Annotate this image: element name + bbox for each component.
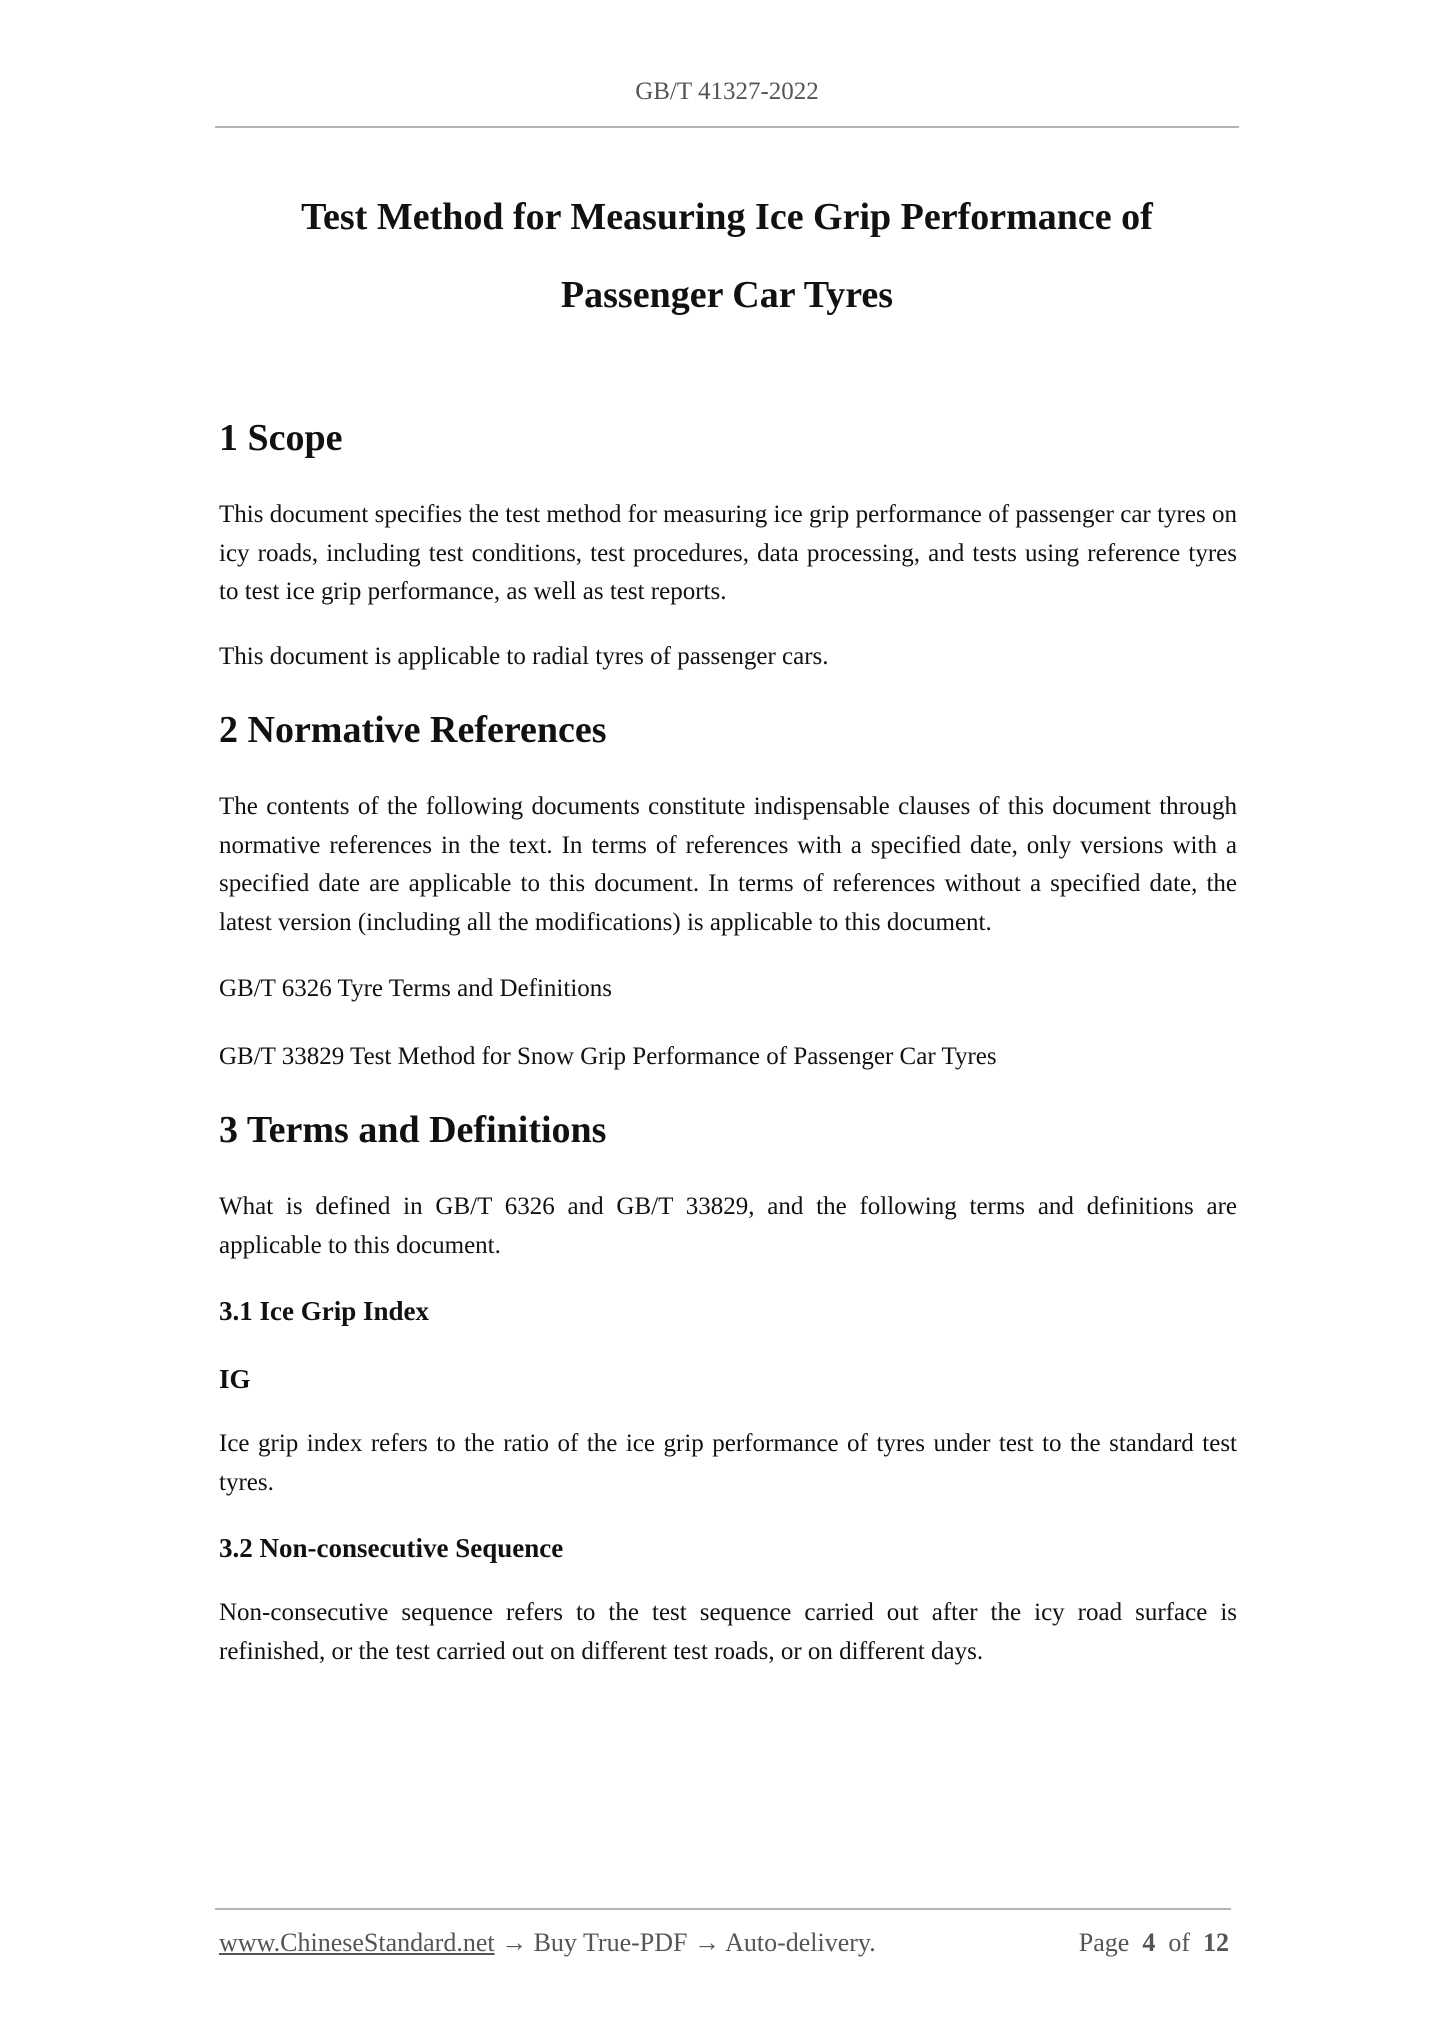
page-header: GB/T 41327-2022 [635,78,819,105]
document-body [219,406,1237,1671]
page-label: Page [1078,1928,1130,1957]
term-3-1-heading: 3.1 Ice Grip Index [219,1296,430,1326]
of-label: of [1168,1928,1190,1957]
normative-paragraph: The contents of the following documents constitute indispensable clauses of this document through normative references in the text. In terms of references with a specified date, only versions with a specified date are applicable to this document. In terms of references without a specified date, the latest version (including all the modifications) is applicable to this document. [219,793,1237,936]
arrow-right-icon: → [501,1928,528,1957]
title-line-1: Test Method for Measuring Ice Grip Performance of [301,196,1153,238]
buy-true-pdf-text: Buy True-PDF [527,1928,694,1957]
normative-reference-2: GB/T 33829 Test Method for Snow Grip Performance of Passenger Car Tyres [219,1042,997,1070]
scope-paragraph-2: This document is applicable to radial tyres of passenger cars. [219,642,829,670]
section-heading-normative-references: 2 Normative References [219,709,607,751]
term-3-1-definition: Ice grip index refers to the ratio of the ice grip performance of tyres under test to the standard test tyres. [219,1430,1237,1496]
chinese-standard-link[interactable]: www.ChineseStandard.net [219,1928,495,1957]
footer-promo [219,1923,876,1963]
title-line-2: Passenger Car Tyres [560,274,894,316]
page-current: 4 [1142,1928,1156,1957]
section-heading-scope: 1 Scope [219,417,343,459]
section-heading-terms-definitions: 3 Terms and Definitions [219,1109,607,1151]
auto-delivery-text: Auto-delivery. [720,1928,876,1957]
term-3-2-definition: Non-consecutive sequence refers to the test sequence carried out after the icy road surface is refinished, or the test carried out on different test roads, or on different days. [219,1599,1237,1665]
terms-paragraph: What is defined in GB/T 6326 and GB/T 33829, and the following terms and definitions are applicable to this document. [219,1193,1237,1259]
footer-divider [215,1908,1231,1910]
header-divider [215,126,1239,128]
document-title [215,178,1239,334]
term-3-1-abbreviation: IG [219,1364,251,1394]
normative-reference-1: GB/T 6326 Tyre Terms and Definitions [219,975,612,1002]
term-3-2-heading: 3.2 Non-consecutive Sequence [219,1533,564,1563]
arrow-right-icon: → [694,1928,720,1957]
scope-paragraph-1: This document specifies the test method for measuring ice grip performance of passenger car tyres on icy roads, including test conditions, test procedures, data processing, and tests using reference tyres to test ice grip performance, as well as test reports. [219,501,1237,605]
page-number [1079,1923,1229,1963]
page-total: 12 [1203,1928,1229,1957]
